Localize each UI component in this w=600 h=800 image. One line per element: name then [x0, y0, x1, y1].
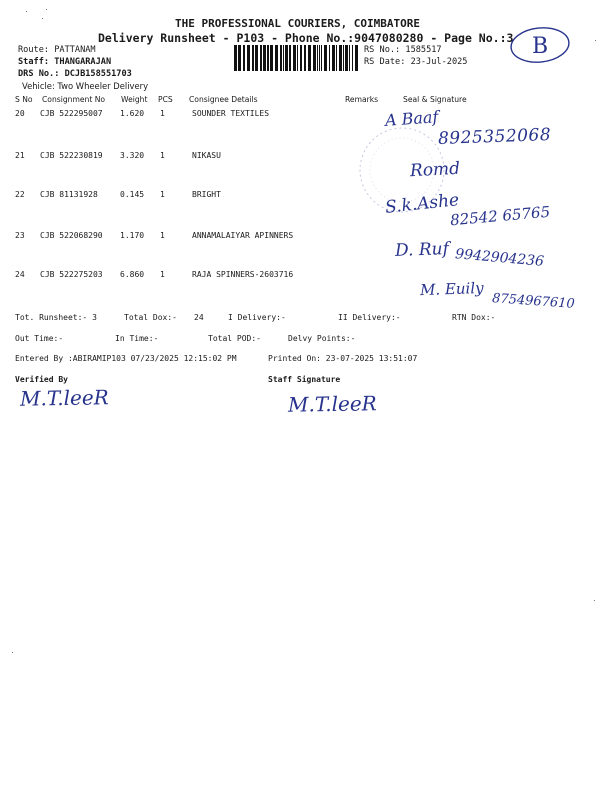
barcode-bar — [313, 45, 316, 71]
scan-speck — [594, 600, 595, 601]
entered-by: Entered By :ABIRAMIP103 07/23/2025 12:15:02 PM — [15, 354, 237, 363]
cell-pcs: 1 — [160, 270, 165, 279]
cell-consignee: RAJA SPINNERS-2603716 — [192, 270, 294, 279]
barcode-bar — [293, 45, 296, 71]
cell-pcs: 1 — [160, 231, 165, 240]
cell-sno: 20 — [15, 109, 25, 118]
cell-weight: 3.320 — [120, 151, 145, 160]
company-title: THE PROFESSIONAL COURIERS, COIMBATORE — [175, 17, 421, 30]
staff-signature-label: Staff Signature — [268, 375, 341, 384]
cell-consignee: ANNAMALAIYAR APINNERS — [192, 231, 294, 240]
scan-speck — [46, 9, 47, 10]
barcode-bar — [275, 45, 278, 71]
barcode-bar — [247, 45, 250, 71]
col-header-consignment: Consignment No — [42, 95, 106, 104]
col-header-remarks: Remarks — [345, 95, 379, 104]
cell-weight: 6.860 — [120, 270, 145, 279]
col-header-pcs: PCS — [158, 95, 173, 104]
barcode-bar — [319, 45, 320, 71]
handwritten-phone-5: 8754967610 — [491, 291, 576, 312]
cell-consignment: CJB 522295007 — [40, 109, 103, 118]
barcode-bar — [321, 45, 322, 71]
handwritten-phone-4: 9942904236 — [454, 246, 545, 270]
cell-sno: 21 — [15, 151, 25, 160]
staff-label: Staff: THANGARAJAN — [18, 57, 112, 67]
barcode-bar — [345, 45, 348, 71]
col-header-seal-signature: Seal & Signature — [403, 95, 467, 104]
handwritten-phone-3: 82542 65765 — [449, 202, 551, 230]
barcode-bar — [252, 45, 254, 71]
scan-speck — [42, 18, 43, 19]
out-time: Out Time:- — [15, 334, 64, 343]
barcode-bar — [317, 45, 318, 71]
total-pod: Total POD:- — [208, 334, 261, 343]
route-label: Route: PATTANAM — [18, 45, 96, 55]
cell-consignee: NIKASU — [192, 151, 221, 160]
table-row — [0, 151, 600, 165]
tot-runsheet: Tot. Runsheet:- 3 — [15, 313, 97, 322]
handwritten-receiver-1: A Baaf — [384, 107, 440, 130]
barcode-bar — [336, 45, 337, 71]
table-row — [0, 109, 600, 123]
barcode-bar — [255, 45, 258, 71]
barcode-bar — [329, 45, 330, 71]
handwritten-phone-1: 8925352068 — [437, 125, 552, 149]
barcode-bar — [332, 45, 335, 71]
rtn-dox: RTN Dox:- — [452, 313, 496, 322]
barcode-bar — [243, 45, 245, 71]
cell-pcs: 1 — [160, 151, 165, 160]
cell-consignment: CJB 522275203 — [40, 270, 103, 279]
barcode-bar — [263, 45, 266, 71]
handwritten-receiver-5: M. Euily — [419, 278, 484, 300]
cell-sno: 22 — [15, 190, 25, 199]
scan-speck — [26, 11, 27, 12]
col-header-consignee: Consignee Details — [189, 95, 258, 104]
drs-number: DRS No.: DCJB158551703 — [18, 69, 132, 79]
barcode-bar — [352, 45, 353, 71]
cell-sno: 24 — [15, 270, 25, 279]
circled-letter: B — [532, 34, 549, 59]
cell-weight: 1.620 — [120, 109, 145, 118]
total-dox-value: 24 — [194, 313, 204, 322]
barcode-bar — [280, 45, 282, 71]
cell-consignment: CJB 522068290 — [40, 231, 103, 240]
col-header-weight: Weight — [121, 95, 148, 104]
cell-consignee: BRIGHT — [192, 190, 221, 199]
barcode — [232, 45, 360, 73]
barcode-bar — [355, 45, 358, 71]
barcode-bar — [270, 45, 273, 71]
cell-consignee: SOUNDER TEXTILES — [192, 109, 270, 118]
barcode-bar — [324, 45, 327, 71]
barcode-bar — [238, 45, 241, 71]
handwritten-receiver-3: S.k.Ashe — [384, 190, 461, 218]
barcode-bar — [285, 45, 288, 71]
cell-weight: 0.145 — [120, 190, 145, 199]
barcode-bar — [234, 45, 237, 71]
rs-number: RS No.: 1585517 — [364, 45, 442, 55]
table-row — [0, 231, 600, 245]
barcode-bar — [343, 45, 344, 71]
verified-by-label: Verified By — [15, 375, 68, 384]
cell-pcs: 1 — [160, 190, 165, 199]
barcode-bar — [297, 45, 298, 71]
circled-letter-mark — [508, 24, 572, 68]
scan-speck — [595, 40, 596, 41]
barcode-bar — [304, 45, 306, 71]
barcode-bar — [300, 45, 302, 71]
printed-on: Printed On: 23-07-2025 13:51:07 — [268, 354, 418, 363]
scan-speck — [12, 652, 13, 653]
barcode-bar — [283, 45, 284, 71]
barcode-bar — [308, 45, 311, 71]
col-header-sno: S No — [15, 95, 33, 104]
i-delivery: I Delivery:- — [228, 313, 286, 322]
table-row — [0, 190, 600, 204]
cell-consignment: CJB 522230819 — [40, 151, 103, 160]
delvy-points: Delvy Points:- — [288, 334, 356, 343]
total-dox-label: Total Dox:- — [124, 313, 177, 322]
verified-signature: M.T.leeR — [19, 385, 109, 411]
cell-pcs: 1 — [160, 109, 165, 118]
runsheet-title: Delivery Runsheet - P103 - Phone No.:9047080280 - Page No.:3 — [98, 31, 514, 45]
barcode-bar — [289, 45, 291, 71]
barcode-bar — [260, 45, 262, 71]
cell-consignment: CJB 81131928 — [40, 190, 98, 199]
table-row — [0, 270, 600, 284]
staff-signature: M.T.leeR — [287, 391, 377, 417]
rs-date: RS Date: 23-Jul-2025 — [364, 57, 468, 67]
handwritten-receiver-4: D. Ruf — [394, 239, 450, 261]
in-time: In Time:- — [115, 334, 159, 343]
barcode-bar — [267, 45, 269, 71]
barcode-bar — [349, 45, 350, 71]
vehicle-label: Vehicle: Two Wheeler Delivery — [22, 81, 149, 91]
handwritten-receiver-2: Romd — [409, 158, 461, 182]
cell-sno: 23 — [15, 231, 25, 240]
cell-weight: 1.170 — [120, 231, 145, 240]
ii-delivery: II Delivery:- — [338, 313, 401, 322]
barcode-bar — [339, 45, 342, 71]
